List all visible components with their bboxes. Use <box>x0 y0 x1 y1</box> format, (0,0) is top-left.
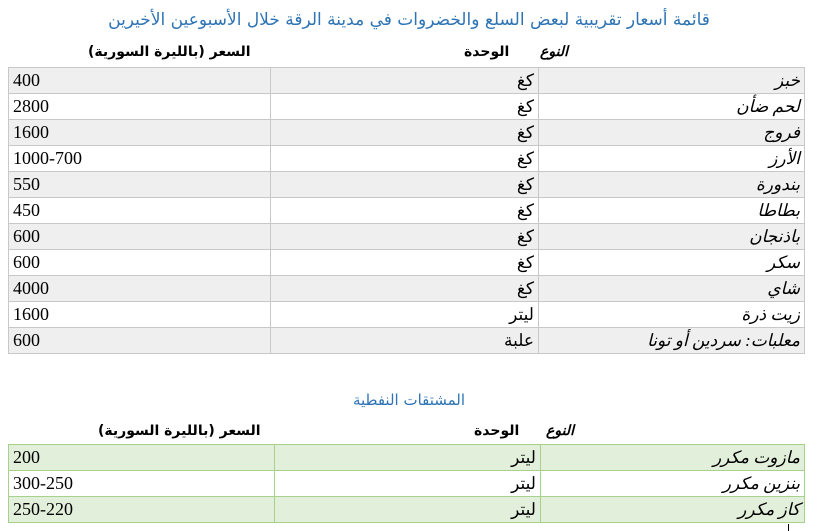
type-cell: شاي <box>539 276 805 302</box>
table-row <box>9 250 805 276</box>
table-row <box>9 445 805 471</box>
unit-cell: كغ <box>271 224 539 250</box>
type-cell: بندورة <box>539 172 805 198</box>
type-cell: لحم ضأن <box>539 94 805 120</box>
unit-cell: علبة <box>271 328 539 354</box>
table-row <box>9 120 805 146</box>
goods-price-table <box>8 67 805 354</box>
price-cell: 2800 <box>9 94 271 120</box>
type-column-header: النوع <box>540 44 568 60</box>
table-row <box>9 146 805 172</box>
unit-cell: كغ <box>271 172 539 198</box>
table-row <box>9 302 805 328</box>
type-cell: بطاطا <box>539 198 805 224</box>
table-row <box>9 471 805 497</box>
type-cell: باذنجان <box>539 224 805 250</box>
price-cell: 1600 <box>9 302 271 328</box>
table-row <box>9 68 805 94</box>
unit-cell: ليتر <box>271 302 539 328</box>
unit-cell: كغ <box>271 250 539 276</box>
price-cell: 600 <box>9 328 271 354</box>
type-cell: فروج <box>539 120 805 146</box>
cursor-mark <box>788 524 789 531</box>
unit-column-header: الوحدة <box>464 44 510 60</box>
unit-cell: كغ <box>271 198 539 224</box>
type-cell: معلبات: سردين أو تونا <box>539 328 805 354</box>
petroleum-price-table <box>8 444 805 523</box>
price-column-header: السعر (بالليرة السورية) <box>88 44 251 60</box>
price-cell: 450 <box>9 198 271 224</box>
table-row <box>9 276 805 302</box>
page-title: قائمة أسعار تقريبية لبعض السلع والخضروات في مدينة الرقة خلال الأسبوعين الأخيرين <box>108 10 710 30</box>
section-title-petroleum: المشتقات النفطية <box>352 391 466 409</box>
price-cell: 600 <box>9 250 271 276</box>
price-cell: 600 <box>9 224 271 250</box>
type-cell: الأرز <box>539 146 805 172</box>
type-cell: مازوت مكرر <box>541 445 805 471</box>
table-row <box>9 328 805 354</box>
price-cell: 400 <box>9 68 271 94</box>
price-column-header-2: السعر (بالليرة السورية) <box>98 423 261 439</box>
type-cell: زيت ذرة <box>539 302 805 328</box>
price-cell: 1600 <box>9 120 271 146</box>
unit-cell: كغ <box>271 94 539 120</box>
unit-cell: ليتر <box>275 471 541 497</box>
price-cell: 550 <box>9 172 271 198</box>
table-row <box>9 497 805 523</box>
price-cell: 250-220 <box>9 497 275 523</box>
price-cell: 300-250 <box>9 471 275 497</box>
table-row <box>9 172 805 198</box>
price-cell: 4000 <box>9 276 271 302</box>
goods-price-table-body <box>9 68 805 354</box>
petroleum-price-table-body <box>9 445 805 523</box>
price-cell: 1000-700 <box>9 146 271 172</box>
unit-cell: ليتر <box>275 497 541 523</box>
table-row <box>9 198 805 224</box>
type-cell: كاز مكرر <box>541 497 805 523</box>
unit-cell: ليتر <box>275 445 541 471</box>
table-row <box>9 224 805 250</box>
table-row <box>9 94 805 120</box>
price-cell: 200 <box>9 445 275 471</box>
type-cell: خبز <box>539 68 805 94</box>
type-cell: سكر <box>539 250 805 276</box>
unit-cell: كغ <box>271 146 539 172</box>
unit-cell: كغ <box>271 68 539 94</box>
type-column-header-2: النوع <box>546 423 574 439</box>
unit-cell: كغ <box>271 276 539 302</box>
unit-cell: كغ <box>271 120 539 146</box>
unit-column-header-2: الوحدة <box>474 423 520 439</box>
type-cell: بنزين مكرر <box>541 471 805 497</box>
